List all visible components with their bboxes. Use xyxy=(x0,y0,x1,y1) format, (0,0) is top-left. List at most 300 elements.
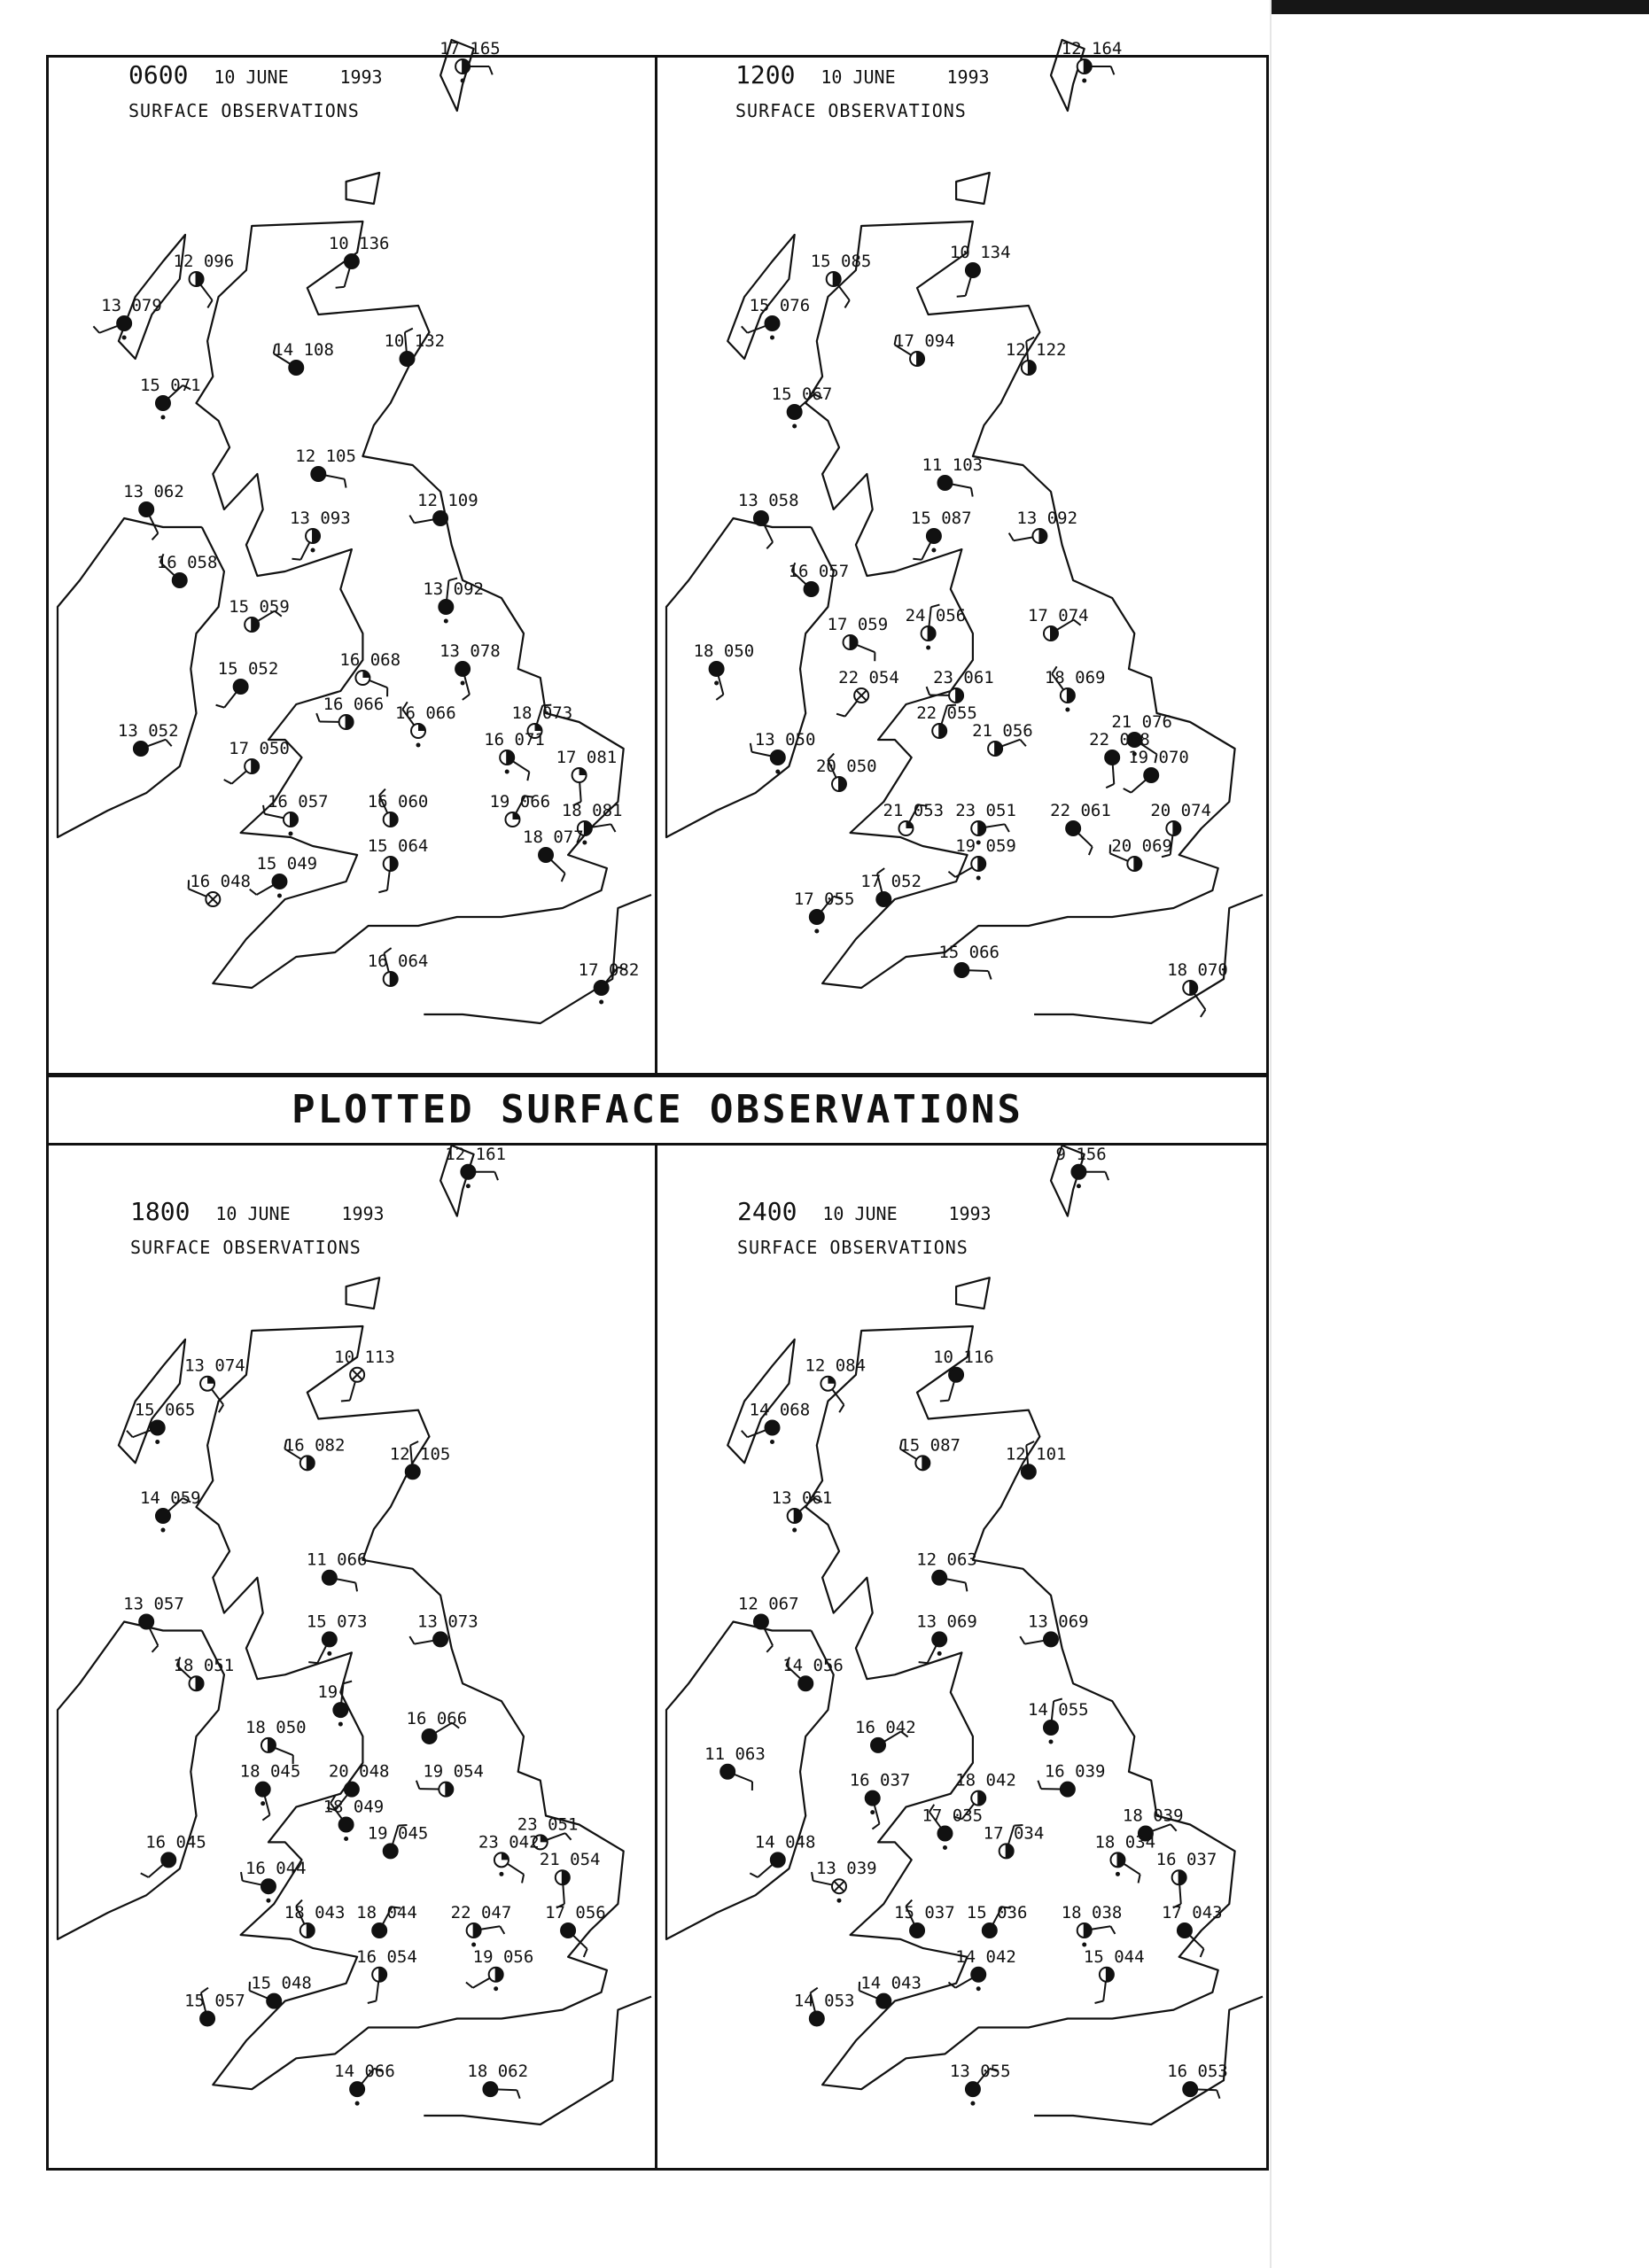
cloud-cover-symbol xyxy=(256,1783,270,1797)
station-label: 19 059 xyxy=(955,836,1016,856)
weather-dot xyxy=(792,424,797,429)
cloud-cover-symbol xyxy=(871,1738,885,1752)
weather-dot xyxy=(1048,1739,1053,1744)
cloud-quarter-fill xyxy=(502,1852,509,1860)
weather-dot xyxy=(1116,1872,1120,1876)
station-plot xyxy=(395,702,456,747)
station-plot xyxy=(927,668,994,703)
cloud-cover-symbol xyxy=(927,529,941,543)
station-plot xyxy=(484,730,545,781)
station-label: 16 057 xyxy=(267,792,329,812)
station-plot xyxy=(174,1656,235,1690)
obs-date: 10 JUNE xyxy=(214,66,289,88)
station-label: 14 053 xyxy=(793,1991,855,2011)
station-label: 12 096 xyxy=(173,252,235,271)
wind-barb xyxy=(1020,1636,1024,1644)
wind-barb xyxy=(141,1873,149,1877)
cloud-cover-symbol xyxy=(949,1368,963,1382)
wind-barb xyxy=(216,705,225,708)
station-label: 18 062 xyxy=(467,2062,529,2082)
wind-barb xyxy=(1005,824,1009,832)
weather-dot xyxy=(416,743,421,748)
weather-dot xyxy=(770,336,774,340)
weather-dot xyxy=(338,1722,343,1727)
station-plot xyxy=(467,2062,528,2098)
cloud-cover-symbol xyxy=(910,1923,924,1938)
station-plot xyxy=(216,659,279,708)
station-label: 13 058 xyxy=(737,491,799,510)
station-plot xyxy=(1050,801,1111,855)
station-label: 19 xyxy=(317,1682,338,1703)
weather-dot xyxy=(311,548,315,553)
station-plot xyxy=(1124,748,1189,793)
wind-barb xyxy=(466,1982,473,1987)
station-plot xyxy=(1028,1699,1089,1744)
station-label: 20 074 xyxy=(1150,801,1212,820)
station-plot xyxy=(273,340,334,375)
station-label: 22 055 xyxy=(916,703,977,723)
station-label: 18 077 xyxy=(523,827,584,847)
wind-barb xyxy=(1038,1781,1040,1789)
wind-barb xyxy=(368,2001,377,2003)
cloud-cover-symbol xyxy=(339,1818,354,1832)
station-plot xyxy=(523,827,584,882)
cloud-cover-symbol xyxy=(1105,750,1119,765)
weather-dot xyxy=(931,548,936,553)
station-plot xyxy=(189,872,251,906)
weather-dot xyxy=(937,1651,942,1656)
station-label: 19 045 xyxy=(367,1823,429,1844)
station-label: 16 066 xyxy=(406,1708,468,1728)
wind-barb xyxy=(152,533,159,540)
wind-barb xyxy=(927,687,930,695)
wind-barb xyxy=(872,1824,879,1829)
station-plot xyxy=(1028,606,1089,641)
station-label: 12 101 xyxy=(1005,1444,1067,1464)
wind-barb xyxy=(527,772,529,781)
wind-barb xyxy=(940,1401,949,1402)
station-plot xyxy=(1062,1903,1123,1947)
station-label: 23 042 xyxy=(478,1832,540,1852)
weather-dot xyxy=(444,619,448,624)
station-label: 14 055 xyxy=(1027,1699,1089,1720)
wind-barb xyxy=(1139,1875,1140,1884)
wind-barb xyxy=(316,713,319,721)
cloud-cover-symbol xyxy=(267,1994,281,2008)
station-label: 16 060 xyxy=(367,792,429,812)
station-plot xyxy=(855,1718,916,1752)
cloud-cover-symbol xyxy=(134,742,148,756)
station-plot xyxy=(466,1947,533,1992)
obs-date: 10 JUNE xyxy=(822,1203,898,1224)
station-plot xyxy=(1038,1762,1105,1797)
station-label: 13 079 xyxy=(101,296,162,315)
cloud-cover-symbol xyxy=(1066,821,1080,835)
obs-time: 1200 xyxy=(735,60,796,89)
station-plot xyxy=(850,1771,911,1829)
coastline xyxy=(666,40,1263,1023)
wind-barb xyxy=(409,516,414,524)
station-plot xyxy=(772,1488,833,1533)
wind-barb xyxy=(766,1645,773,1651)
station-plot xyxy=(445,1145,506,1189)
weather-dot xyxy=(1065,708,1070,712)
station-plot xyxy=(224,739,290,784)
station-plot xyxy=(250,1974,312,2008)
cloud-cover-symbol xyxy=(234,680,248,694)
cloud-cover-symbol xyxy=(117,316,131,330)
weather-dot xyxy=(288,832,292,836)
weather-dot xyxy=(775,770,780,774)
station-label: 13 073 xyxy=(417,1612,478,1632)
wind-barb xyxy=(584,1949,587,1957)
cloud-cover-symbol xyxy=(345,254,359,268)
cloud-cover-symbol xyxy=(406,1464,420,1479)
weather-dot xyxy=(355,2101,360,2106)
station-label: 13 057 xyxy=(123,1594,184,1614)
station-plot xyxy=(794,1988,855,2026)
cloud-cover-symbol xyxy=(1178,1923,1192,1938)
weather-dot xyxy=(770,1440,774,1444)
weather-dot xyxy=(976,1986,981,1991)
station-plot xyxy=(409,1612,478,1646)
station-label: 12 161 xyxy=(445,1144,507,1164)
cloud-cover-symbol xyxy=(1061,1783,1075,1797)
station-label: 15 065 xyxy=(134,1400,196,1420)
wind-barb xyxy=(971,488,973,497)
station-label: 13 069 xyxy=(1027,1612,1089,1632)
station-label: 16 066 xyxy=(395,703,456,723)
wind-barb xyxy=(812,1872,813,1881)
station-plot xyxy=(1045,666,1106,711)
station-plot xyxy=(229,597,290,632)
station-plot xyxy=(390,1441,451,1479)
cloud-cover-symbol xyxy=(539,848,553,862)
station-label: 12 164 xyxy=(1061,39,1123,58)
weather-dot xyxy=(714,681,719,686)
panel-header xyxy=(130,1197,385,1258)
cloud-cover-symbol xyxy=(710,662,724,676)
station-plot xyxy=(334,2062,395,2106)
station-plot xyxy=(284,1435,346,1470)
station-plot xyxy=(1006,1441,1067,1479)
wind-barb xyxy=(152,1645,159,1651)
weather-dot xyxy=(155,1440,159,1444)
wind-barb xyxy=(292,559,300,560)
weather-dot xyxy=(277,894,282,898)
station-plot xyxy=(241,1859,307,1903)
station-plot xyxy=(836,668,899,717)
cloud-cover-symbol xyxy=(156,1509,170,1523)
station-plot xyxy=(916,703,977,738)
station-label: 13 074 xyxy=(184,1355,245,1376)
station-plot xyxy=(478,1832,540,1883)
station-label: 16 037 xyxy=(1155,1850,1217,1870)
station-label: 12 084 xyxy=(805,1355,867,1376)
station-plot xyxy=(950,2062,1011,2106)
station-label: 22 054 xyxy=(838,668,899,687)
station-label: 17 043 xyxy=(1161,1902,1223,1922)
cloud-cover-symbol xyxy=(798,1676,813,1690)
station-plot xyxy=(1009,509,1077,543)
cloud-cover-symbol xyxy=(289,361,303,375)
station-plot xyxy=(439,641,501,700)
cloud-cover-symbol xyxy=(350,2082,364,2096)
coastline xyxy=(666,1146,1263,2124)
wind-barb xyxy=(343,1682,352,1684)
station-label: 10 132 xyxy=(384,331,446,351)
station-plot xyxy=(789,562,850,596)
title-band xyxy=(46,1075,1269,1146)
cloud-cover-symbol xyxy=(1144,768,1158,782)
station-label: 21 076 xyxy=(1111,712,1172,732)
cloud-cover-symbol xyxy=(971,1968,985,1982)
cloud-cover-symbol xyxy=(771,750,785,765)
station-label: 15 057 xyxy=(184,1991,245,2011)
map-panel-1800 xyxy=(46,1143,657,2171)
station-plot xyxy=(368,789,429,827)
wind-barb xyxy=(1217,2090,1219,2098)
cloud-cover-symbol xyxy=(1044,1632,1058,1646)
map-0600 xyxy=(49,39,660,1078)
cloud-cover-symbol xyxy=(173,573,187,587)
station-plot xyxy=(1156,1850,1217,1907)
station-label: 16 048 xyxy=(190,872,251,891)
station-label: 15 071 xyxy=(139,376,201,395)
station-plot xyxy=(1020,1612,1088,1646)
station-label: 14 042 xyxy=(955,1946,1016,1967)
cloud-cover-symbol xyxy=(455,662,470,676)
station-label: 15 076 xyxy=(749,296,811,315)
station-plot xyxy=(899,1435,961,1470)
wind-barb xyxy=(494,1172,498,1180)
station-label: 10 116 xyxy=(933,1347,994,1367)
station-label: 15 036 xyxy=(966,1902,1028,1922)
station-label: 16 057 xyxy=(788,562,850,581)
cloud-quarter-fill xyxy=(418,724,425,731)
weather-dot xyxy=(1082,1942,1086,1946)
station-label: 16 042 xyxy=(855,1717,916,1737)
station-plot xyxy=(738,1595,799,1652)
station-label: 16 044 xyxy=(245,1859,307,1879)
wind-barb xyxy=(1110,1926,1115,1934)
station-plot xyxy=(972,721,1033,756)
station-label: 15 049 xyxy=(256,854,318,874)
cloud-cover-symbol xyxy=(200,2012,214,2026)
weather-dot xyxy=(836,1899,841,1903)
station-label: 14 043 xyxy=(860,1973,922,1993)
wind-barb xyxy=(463,695,470,700)
station-label: 14 068 xyxy=(749,1400,811,1420)
station-label: 18 051 xyxy=(173,1656,235,1676)
weather-dot xyxy=(461,79,465,83)
station-plot xyxy=(356,1947,417,2003)
panel-subtitle: SURFACE OBSERVATIONS xyxy=(735,100,967,121)
station-label: 16 068 xyxy=(339,650,401,670)
obs-year: 1993 xyxy=(341,1203,385,1224)
station-plot xyxy=(184,1988,245,2026)
wind-barb xyxy=(766,542,773,548)
wind-barb xyxy=(308,1662,317,1663)
station-label: 15 048 xyxy=(251,1973,312,1993)
weather-dot xyxy=(814,929,819,934)
wind-barb xyxy=(1089,847,1093,855)
weather-dot xyxy=(1077,1184,1081,1188)
cloud-cover-symbol xyxy=(1044,1720,1058,1735)
station-plot xyxy=(123,482,184,540)
station-plot xyxy=(1055,1145,1108,1189)
wind-barb xyxy=(844,300,849,308)
station-plot xyxy=(1162,1903,1223,1957)
weather-dot xyxy=(471,1942,476,1946)
wind-barb xyxy=(562,874,565,882)
weather-dot xyxy=(494,1986,498,1991)
station-label: 19 054 xyxy=(423,1761,484,1782)
station-plot xyxy=(295,447,356,488)
station-label: 22 061 xyxy=(1050,801,1111,820)
station-label: 16 045 xyxy=(145,1832,206,1852)
cloud-cover-symbol xyxy=(372,1923,386,1938)
wind-barb xyxy=(416,1781,419,1789)
obs-time: 2400 xyxy=(737,1197,797,1226)
cloud-cover-symbol xyxy=(866,1791,880,1806)
obs-date: 10 JUNE xyxy=(821,66,896,88)
station-label: 12 105 xyxy=(389,1444,451,1464)
cloud-cover-symbol xyxy=(139,1615,153,1629)
cloud-cover-symbol xyxy=(483,2082,497,2096)
station-plot xyxy=(916,1612,977,1663)
wind-barb xyxy=(409,1636,414,1644)
station-label: 23 051 xyxy=(517,1814,579,1835)
station-plot xyxy=(984,1823,1045,1858)
station-label: 18 050 xyxy=(693,641,755,661)
station-label: 12 063 xyxy=(916,1550,977,1570)
station-label: 21 053 xyxy=(883,801,945,820)
station-plot xyxy=(812,1859,877,1903)
wind-barb xyxy=(966,1582,968,1591)
station-label: 11 103 xyxy=(922,455,984,475)
station-plot xyxy=(772,384,833,429)
station-plot xyxy=(407,1709,468,1744)
wind-barb xyxy=(522,1875,524,1884)
obs-year: 1993 xyxy=(946,66,990,88)
cloud-cover-symbol xyxy=(595,981,609,995)
station-label: 17 094 xyxy=(894,331,955,351)
cloud-cover-symbol xyxy=(311,467,325,481)
station-label: 13 050 xyxy=(754,730,816,750)
station-label: 15 037 xyxy=(894,1902,955,1922)
wind-barb xyxy=(913,559,922,560)
station-plot xyxy=(967,1903,1028,1938)
station-plot xyxy=(141,1832,206,1877)
wind-barb xyxy=(742,326,748,332)
station-label: 13 069 xyxy=(916,1612,977,1632)
cloud-cover-symbol xyxy=(1022,1464,1036,1479)
wind-barb xyxy=(1106,784,1114,788)
station-plot xyxy=(1006,338,1067,375)
weather-dot xyxy=(1082,79,1086,83)
wind-barb xyxy=(489,66,493,74)
wind-barb xyxy=(919,1662,928,1663)
cloud-cover-symbol xyxy=(810,2012,824,2026)
station-label: 23 061 xyxy=(933,668,994,687)
coastline xyxy=(58,1146,651,2124)
cloud-cover-symbol xyxy=(754,511,768,525)
station-plot xyxy=(307,1550,368,1592)
wind-barb xyxy=(345,479,346,488)
station-label: 20 048 xyxy=(328,1761,390,1782)
station-plot xyxy=(127,1400,195,1444)
station-label: 15 067 xyxy=(771,384,833,404)
wind-barb xyxy=(716,695,723,700)
wind-barb xyxy=(742,1431,748,1437)
wind-barb xyxy=(957,296,966,297)
station-plot xyxy=(368,836,429,892)
cloud-cover-symbol xyxy=(139,502,153,517)
station-label: 12 105 xyxy=(295,447,356,466)
weather-dot xyxy=(122,336,127,340)
wind-barb xyxy=(948,872,955,877)
station-label: 18 034 xyxy=(1094,1832,1156,1852)
station-label: 12 122 xyxy=(1005,340,1067,360)
cloud-cover-symbol xyxy=(151,1420,165,1434)
station-plot xyxy=(1094,1832,1155,1883)
station-label: 18 045 xyxy=(239,1761,301,1782)
cloud-cover-symbol xyxy=(876,892,891,906)
station-plot xyxy=(368,1823,429,1858)
station-plot xyxy=(694,641,755,700)
station-label: 21 056 xyxy=(972,721,1033,741)
station-plot xyxy=(1084,1947,1145,2003)
cloud-cover-symbol xyxy=(766,316,780,330)
station-label: 13 052 xyxy=(117,721,179,741)
cloud-cover-symbol xyxy=(771,1852,785,1867)
station-label: 14 108 xyxy=(273,340,334,360)
weather-dot xyxy=(266,1899,270,1903)
panel-header xyxy=(128,60,383,121)
cloud-cover-symbol xyxy=(272,874,286,889)
station-label: 15 087 xyxy=(910,509,972,528)
station-plot xyxy=(140,376,201,420)
station-label: 17 082 xyxy=(578,960,640,980)
station-plot xyxy=(423,579,484,624)
station-plot xyxy=(451,1903,512,1947)
station-label: 15 087 xyxy=(899,1435,961,1456)
station-label: 10 134 xyxy=(949,243,1011,262)
station-plot xyxy=(782,1656,844,1690)
station-label: 18 069 xyxy=(1044,668,1106,687)
station-plot xyxy=(860,868,922,906)
station-label: 16 054 xyxy=(356,1946,417,1967)
station-label: 24 056 xyxy=(905,606,967,625)
station-plot xyxy=(118,721,179,756)
cloud-cover-symbol xyxy=(966,263,980,277)
wind-barb xyxy=(336,287,345,288)
station-label: 10 136 xyxy=(328,234,390,253)
station-label: 14 059 xyxy=(139,1488,201,1509)
obs-time: 0600 xyxy=(128,60,189,89)
cloud-cover-symbol xyxy=(433,1632,447,1646)
station-plot xyxy=(860,1974,922,2008)
weather-dot xyxy=(344,1837,348,1841)
station-plot xyxy=(263,792,329,836)
cloud-cover-symbol xyxy=(561,1923,575,1938)
station-label: 22 068 xyxy=(1089,730,1150,750)
station-plot xyxy=(316,695,384,729)
cloud-cover-symbol xyxy=(966,2082,980,2096)
station-plot xyxy=(704,1744,766,1790)
wind-barb xyxy=(378,890,387,892)
